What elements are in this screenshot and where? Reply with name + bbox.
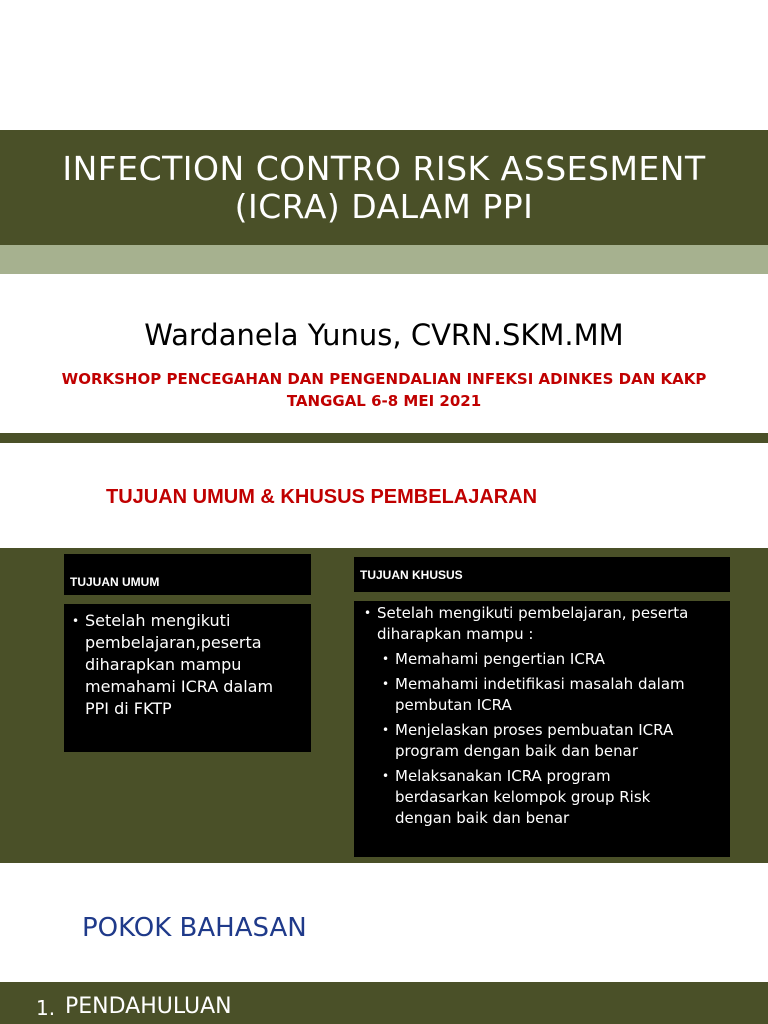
khusus-sub-list xyxy=(382,649,720,829)
khusus-intro-line: diharapkan mampu : xyxy=(377,625,534,643)
tujuan-khusus-heading: TUJUAN KHUSUS xyxy=(354,557,730,592)
umum-line: memahami ICRA dalam xyxy=(85,677,274,696)
pokok-bahasan-title: POKOK BAHASAN xyxy=(82,913,307,943)
bullet-icon: • xyxy=(382,769,390,783)
umum-line: PPI di FKTP xyxy=(85,699,172,718)
khusus-item-line: berdasarkan kelompok group Risk xyxy=(395,788,651,806)
slide-title-line-1: INFECTION CONTRO RISK ASSESMENT xyxy=(62,148,706,188)
tujuan-khusus-body xyxy=(354,601,730,857)
topic-label: PENDAHULUAN xyxy=(65,994,232,1019)
bullet-icon: • xyxy=(382,677,390,691)
list-item xyxy=(382,720,720,762)
workshop-line-1: WORKSHOP PENCEGAHAN DAN PENGENDALIAN INFEKSI ADINKES DAN KAKP xyxy=(61,370,707,388)
list-item xyxy=(364,603,720,645)
accent-band xyxy=(0,245,768,274)
list-item xyxy=(382,766,720,829)
workshop-info xyxy=(0,368,768,412)
khusus-intro-line: Setelah mengikuti pembelajaran, peserta xyxy=(377,604,689,622)
topic-number: 1. xyxy=(36,996,56,1020)
khusus-item-line: Menjelaskan proses pembuatan ICRA xyxy=(395,721,674,739)
workshop-date: TANGGAL 6-8 MEI 2021 xyxy=(286,392,482,410)
khusus-item-line: program dengan baik dan benar xyxy=(395,742,638,760)
list-item xyxy=(72,610,303,720)
title-band xyxy=(0,130,768,245)
slide-divider xyxy=(0,433,768,443)
bullet-icon: • xyxy=(382,723,390,737)
khusus-item-line: Melaksanakan ICRA program xyxy=(395,767,611,785)
khusus-item-line: pembutan ICRA xyxy=(395,696,512,714)
slide-title xyxy=(14,150,754,226)
learning-objectives-title: TUJUAN UMUM & KHUSUS PEMBELAJARAN xyxy=(106,486,538,508)
umum-line: diharapkan mampu xyxy=(85,655,242,674)
umum-line: Setelah mengikuti xyxy=(85,611,231,630)
bullet-icon: • xyxy=(72,614,80,628)
slide-title-line-2: (ICRA) DALAM PPI xyxy=(234,186,534,226)
khusus-item-line: Memahami indetifikasi masalah dalam xyxy=(395,675,685,693)
umum-line: pembelajaran,peserta xyxy=(85,633,262,652)
bullet-icon: • xyxy=(364,606,372,620)
author-name: Wardanela Yunus, CVRN.SKM.MM xyxy=(144,318,624,352)
khusus-item-line: Memahami pengertian ICRA xyxy=(395,650,605,668)
bullet-icon: • xyxy=(382,652,390,666)
list-item xyxy=(382,674,720,716)
tujuan-umum-heading: TUJUAN UMUM xyxy=(64,554,311,595)
tujuan-umum-body xyxy=(64,604,311,752)
khusus-item-line: dengan baik dan benar xyxy=(395,809,570,827)
list-item xyxy=(382,649,720,670)
